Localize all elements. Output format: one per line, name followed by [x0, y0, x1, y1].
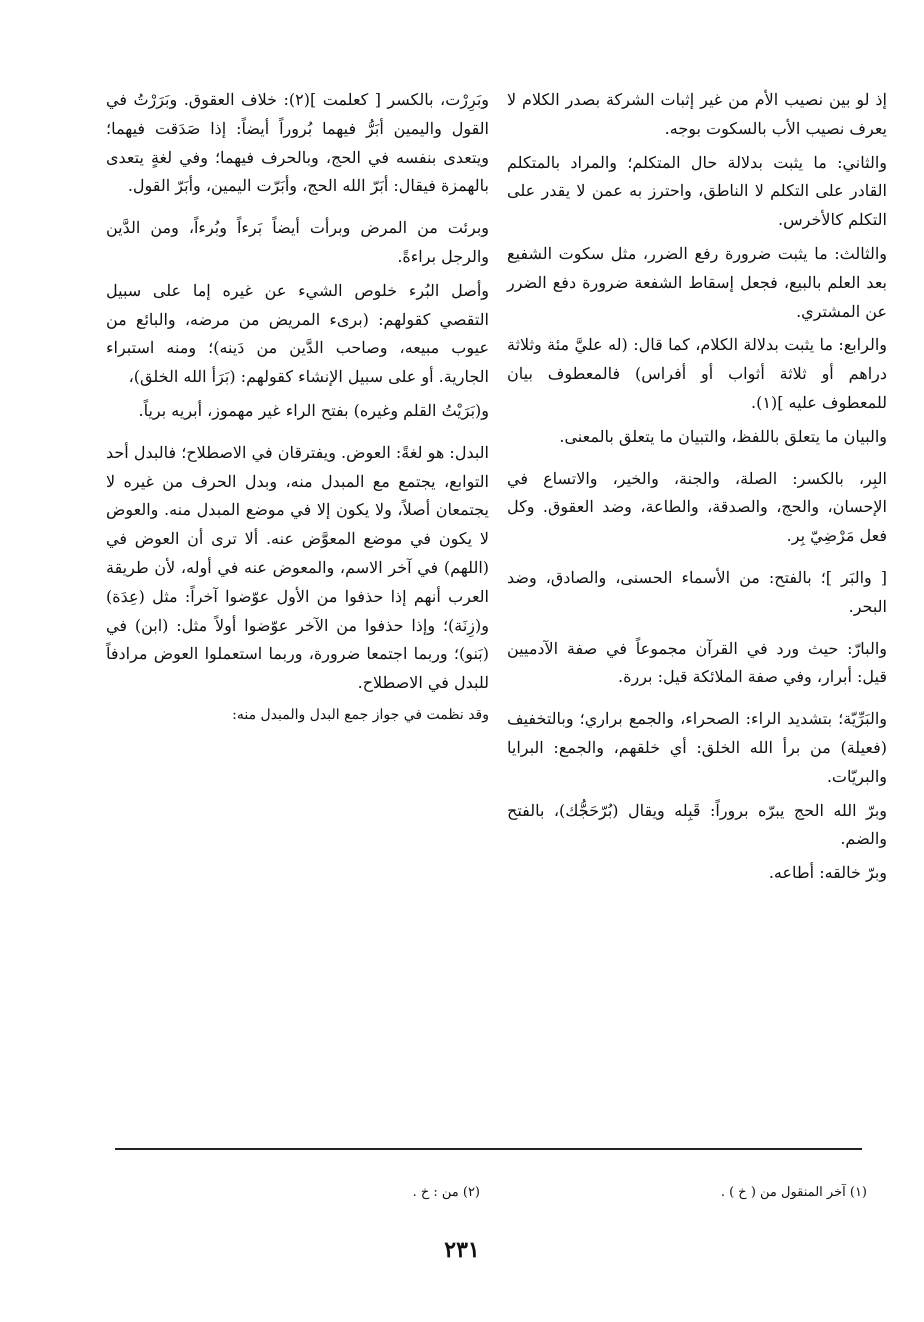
- paragraph: والثالث: ما يثبت ضرورة رفع الضرر، مثل سكوت الشفيع بعد العلم بالبيع، فجعل إسقاط الشفعة ضرورة دفع الضرر عن المشتري.: [507, 243, 887, 321]
- paragraph: وأصل البُرء خلوص الشيء عن غيره إما على سبيل التقصي كقولهم: (برىء المريض من مرضه، والبائع من عيوب مبيعه، وصاحب الدَّين من دَينه)؛ ومنه استبراء الجارية. أو على سبيل الإنشاء كقولهم: (بَرَأ الله الخلق)،: [106, 280, 489, 387]
- footnote-2: (٢) من : خ .: [412, 1185, 480, 1200]
- paragraph: والثاني: ما يثبت بدلالة حال المتكلم؛ والمراد بالمتكلم القادر على التكلم لا الناطق، واحترز به عمن لا يقدر على التكلم كالأخرس.: [507, 152, 887, 230]
- footnote-divider: [115, 1148, 862, 1150]
- paragraph: والبَرِّيّة؛ بتشديد الراء: الصحراء، والجمع براري؛ وبالتخفيف (فعيلة) من برأ الله الخلق: أي خلقهم، والجمع: البرايا والبريّات.: [507, 709, 887, 786]
- paragraph: [ والبَر ]؛ بالفتح: من الأسماء الحسنى، والصادق، وضد البحر.: [507, 567, 887, 616]
- verse-intro: وقد نظمت في جواز جمع البدل والمبدل منه:: [232, 706, 489, 723]
- paragraph: البدل: هو لغةً: العوض. ويفترقان في الاصطلاح؛ فالبدل أحد التوابع، يجتمع مع المبدل منه، وبدل الحرف من غيره لا يجتمعان أصلاً، ولا يكون إلا في موضع المبدل منه. والعوض لا يكون في موضع المعوَّض عنه. ألا ترى أن العوض في (اللهم) في آخر الاسم، والمعوض عنه في أوله، لأن طريقة العرب أنهم إذا حذفوا من الأول عوّضوا آخراً: مثل (عِدَة) و(زِنَة)؛ وإذا حذفوا من الآخر عوّضوا أولاً مثل: (ابن) في (بَنو)؛ وربما اجتمعا ضرورة، وربما استعملوا العوض مرادفاً للبدل في الاصطلاح.: [106, 442, 489, 693]
- paragraph: وبرّ خالقه: أطاعه.: [768, 863, 887, 883]
- paragraph: وبرّ الله الحج يبرّه بروراً: قَبِله ويقال (بُرّحَجُّك)، بالفتح والضم.: [507, 800, 887, 849]
- paragraph: والبيان ما يتعلق باللفظ، والتبيان ما يتعلق بالمعنى.: [559, 426, 887, 446]
- right-text-column: [507, 86, 887, 1141]
- paragraph: إذ لو بين نصيب الأم من غير إثبات الشركة بصدر الكلام لا يعرف نصيب الأب بالسكوت بوجه.: [507, 90, 887, 138]
- paragraph: وبرئت من المرض وبرأت أيضاً بَرءاً وبُرءاً، ومن الدَّين والرجل براءةً.: [106, 218, 489, 266]
- paragraph: و(بَرَيْتُ القلم وغيره) بفتح الراء غير مهموز، أبريه برياً.: [138, 400, 489, 420]
- page-number: ٢٣١: [444, 1237, 480, 1263]
- left-text-column: [106, 86, 489, 1141]
- paragraph: وبَرِرْت، بالكسر [ كعلمت ](٢): خلاف العقوق. وبَرَرْتُ في القول واليمين أبَرُّ فيهما بُروراً أيضاً: إذا صَدَقت فيهما؛ ويتعدى بنفسه في الحج، وبالحرف فيهما؛ وفي لغةٍ يتعدى بالهمزة فيقال: أبَرّ الله الحج، وأبَرّت اليمين، وأبَرّ القول.: [106, 90, 489, 196]
- paragraph: والرابع: ما يثبت بدلالة الكلام، كما قال: (له عليَّ مئة وثلاثة دراهم أو ثلاثة أثواب أو أفراس) فالمعطوف بيان للمعطوف عليه ](١).: [507, 335, 887, 412]
- paragraph: البِر، بالكسر: الصلة، والجنة، والخير، والاتساع في الإحسان، والحج، والصدقة، والطاعة، وضد العقوق. وكل فعل مَرْضِيّ بِر.: [507, 468, 887, 546]
- footnote-1: (١) آخر المنقول من ( خ ) .: [720, 1185, 867, 1200]
- paragraph: والبارّ: حيث ورد في القرآن مجموعاً في صفة الآدميين قيل: أبرار، وفي صفة الملائكة قيل: بررة.: [507, 638, 887, 687]
